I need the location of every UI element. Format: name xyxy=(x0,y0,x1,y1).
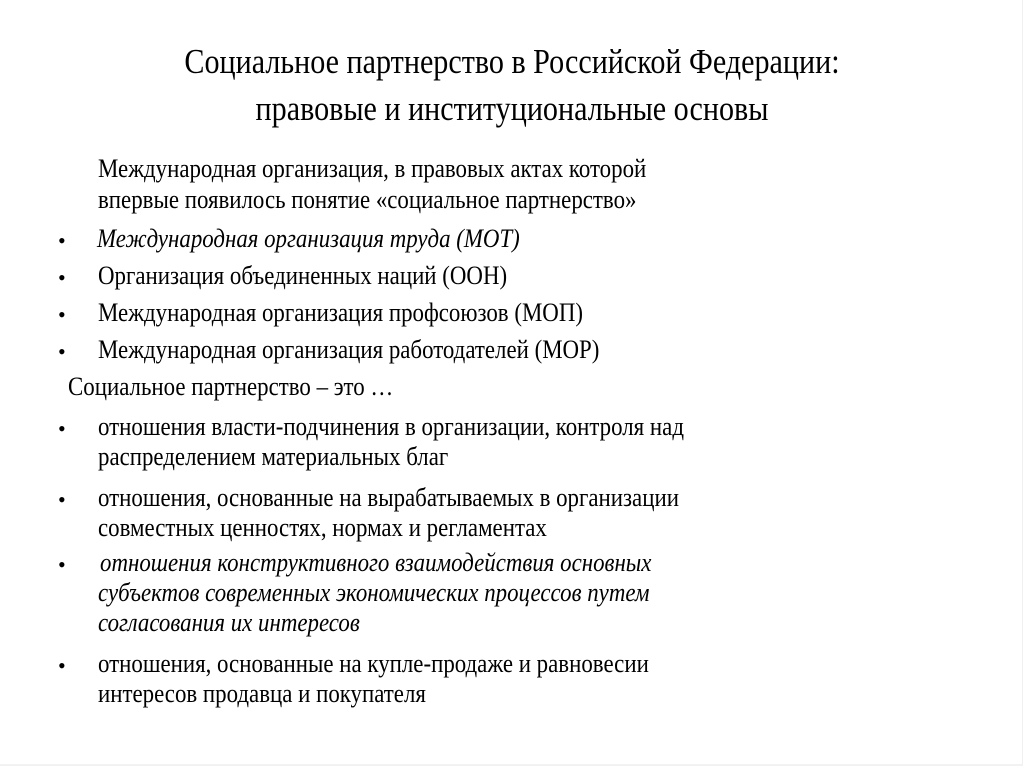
bullet-icon: • xyxy=(58,302,66,327)
q2-option-2-line2: совместных ценностях, нормах и регламентах xyxy=(98,513,547,542)
question2-stem: Социальное партнерство – это … xyxy=(68,372,394,401)
q2-option-1-line1: отношения власти-подчинения в организации, контроля над xyxy=(98,412,684,441)
bullet-icon: • xyxy=(58,487,66,512)
bullet-icon: • xyxy=(58,552,66,577)
bullet-icon: • xyxy=(58,228,66,253)
slide-title xyxy=(72,38,953,132)
bullet-icon: • xyxy=(58,653,66,678)
bullet-icon: • xyxy=(58,265,66,290)
q1-option-4: Международная организация работодателей (МОР) xyxy=(98,335,600,364)
q2-option-4-line1: отношения, основанные на купле-продаже и равновесии xyxy=(98,649,649,678)
question1-line2: впервые появилось понятие «социальное партнерство» xyxy=(98,185,637,214)
q1-option-3: Международная организация профсоюзов (МОП) xyxy=(98,298,583,327)
q2-option-4-line2: интересов продавца и покупателя xyxy=(98,679,426,708)
q2-option-1-line2: распределением материальных благ xyxy=(98,442,449,471)
title-line-1: Социальное партнерство в Российской Федерации: xyxy=(184,42,840,81)
bullet-icon: • xyxy=(58,416,66,441)
question1-line1: Международная организация, в правовых актах которой xyxy=(98,154,647,183)
q2-option-3-line1: отношения конструктивного взаимодействия основных xyxy=(100,548,652,577)
q2-option-2-line1: отношения, основанные на вырабатываемых в организации xyxy=(98,483,679,512)
title-line-2: правовые и институциональные основы xyxy=(255,89,769,128)
q1-option-2: Организация объединенных наций (ООН) xyxy=(98,261,508,290)
q2-option-3-line2: субъектов современных экономических процессов путем xyxy=(98,578,650,607)
q2-option-3-line3: согласования их интересов xyxy=(98,608,360,637)
q1-option-1: Международная организация труда (МОТ) xyxy=(97,224,520,253)
bullet-icon: • xyxy=(58,339,66,364)
